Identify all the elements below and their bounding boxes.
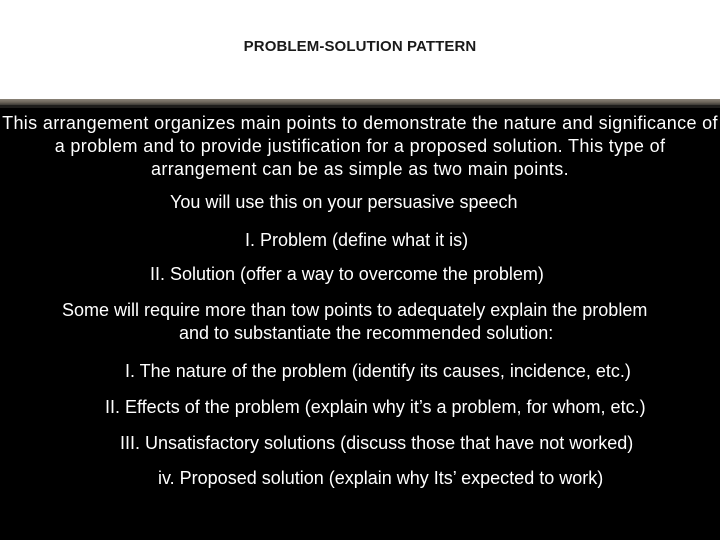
complex-intro-line-2: and to substantiate the recommended solution: [179,323,554,343]
complex-point-proposed: iv. Proposed solution (explain why Its’ expected to work) [158,468,604,488]
complex-intro-line-1: Some will require more than tow points to adequately explain the problem [62,300,648,320]
complex-point-effects: II. Effects of the problem (explain why it’s a problem, for whom, etc.) [105,397,646,417]
slide-header [0,0,720,99]
complex-point-nature: I. The nature of the problem (identify its causes, incidence, etc.) [125,361,631,381]
slide-body [0,108,720,540]
complex-point-unsatisfactory: III. Unsatisfactory solutions (discuss those that have not worked) [120,433,634,453]
persuasive-note: You will use this on your persuasive speech [170,192,518,212]
intro-paragraph: This arrangement organizes main points to demonstrate the nature and significance of a problem and to provide justification for a proposed solution. This type of arrangement can be as simple as two main points. [2,113,718,179]
simple-point-problem: I. Problem (define what it is) [245,230,469,250]
simple-point-solution: II. Solution (offer a way to overcome the problem) [150,264,544,284]
slide-title: PROBLEM-SOLUTION PATTERN [243,38,477,55]
